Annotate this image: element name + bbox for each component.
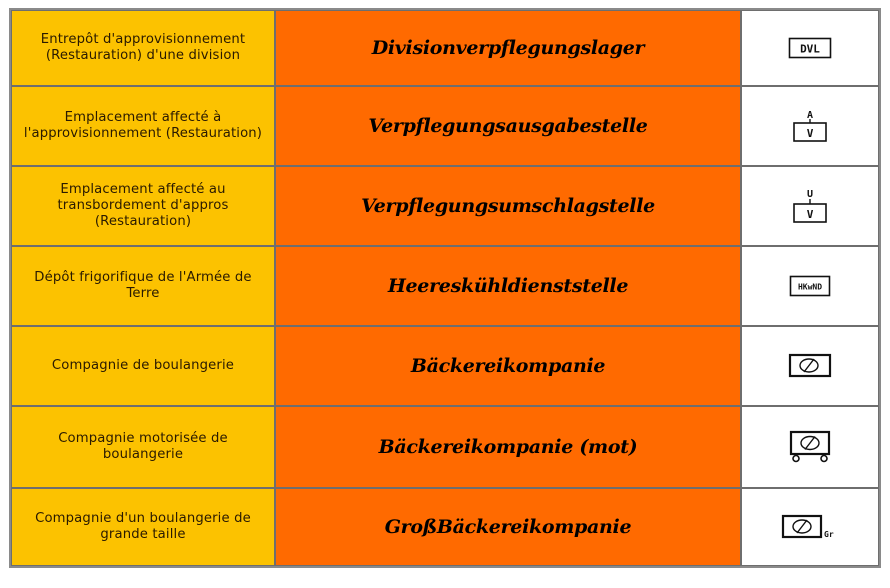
french-label: Emplacement affecté au transbordement d'appros (Restauration) — [11, 166, 275, 246]
french-label: Emplacement affecté à l'approvisionnement (Restauration) — [11, 86, 275, 166]
german-label: Heereskühldienststelle — [275, 246, 741, 326]
french-label: Dépôt frigorifique de l'Armée de Terre — [11, 246, 275, 326]
symbol-text: V — [806, 208, 814, 221]
german-label: Verpflegungsausgabestelle — [275, 86, 741, 166]
french-label: Compagnie d'un boulangerie de grande taille — [11, 488, 275, 566]
german-label: Bäckereikompanie (mot) — [275, 406, 741, 488]
units-table — [9, 8, 881, 568]
symbol-cell — [741, 166, 879, 246]
symbol-cell — [741, 10, 879, 86]
symbol-cell — [741, 246, 879, 326]
box-with-text-icon — [789, 275, 831, 297]
box-with-letter-and-top-letter-icon — [790, 187, 830, 225]
symbol-cell — [741, 406, 879, 488]
symbol-text: HKwND — [797, 282, 823, 292]
bakery-company-icon — [788, 353, 832, 379]
french-label: Compagnie de boulangerie — [11, 326, 275, 406]
french-label: Entrepôt d'approvisionnement (Restauration) d'une division — [11, 10, 275, 86]
german-label: Bäckereikompanie — [275, 326, 741, 406]
table-row — [11, 10, 879, 86]
table-row — [11, 86, 879, 166]
box-with-letter-and-top-letter-icon — [790, 108, 830, 144]
symbol-cell — [741, 86, 879, 166]
symbol-cell — [741, 326, 879, 406]
symbol-text: V — [806, 127, 814, 140]
symbol-suffix: Gr — [824, 530, 834, 539]
box-with-text-icon — [788, 37, 832, 59]
german-label: Divisionverpflegungslager — [275, 10, 741, 86]
symbol-cell — [741, 488, 879, 566]
table-row — [11, 246, 879, 326]
symbol-text: DVL — [800, 42, 820, 56]
french-label: Compagnie motorisée de boulangerie — [11, 406, 275, 488]
german-label: GroßBäckereikompanie — [275, 488, 741, 566]
large-bakery-company-icon — [781, 514, 839, 540]
german-label: Verpflegungsumschlagstelle — [275, 166, 741, 246]
table-row — [11, 488, 879, 566]
symbol-top-letter: A — [806, 110, 814, 121]
table-row — [11, 326, 879, 406]
motorized-bakery-company-icon — [788, 430, 832, 464]
symbol-top-letter: U — [806, 189, 814, 200]
table-row — [11, 166, 879, 246]
table-row — [11, 406, 879, 488]
